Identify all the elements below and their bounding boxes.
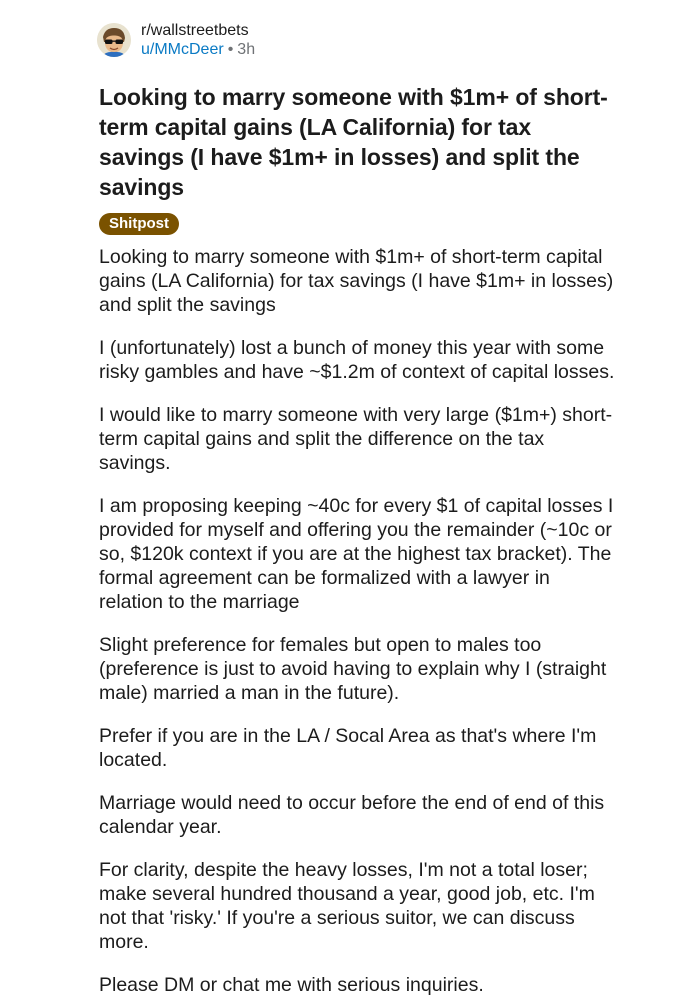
post-meta bbox=[141, 21, 255, 59]
post-age: 3h bbox=[237, 41, 256, 58]
subreddit-link[interactable]: r/wallstreetbets bbox=[141, 21, 249, 39]
body-paragraph: Prefer if you are in the LA / Socal Area as that's where I'm located. bbox=[99, 725, 597, 771]
meta-separator: • bbox=[227, 41, 234, 58]
author-username-link[interactable]: u/MMcDeer bbox=[141, 41, 224, 58]
post-header bbox=[97, 18, 618, 62]
flair-badge[interactable]: Shitpost bbox=[99, 213, 179, 235]
post-title[interactable]: Looking to marry someone with $1m+ of short-term capital gains (LA California) for tax savings (I have $1m+ in losses) and split the savings bbox=[99, 84, 608, 200]
body-paragraph: Looking to marry someone with $1m+ of short-term capital gains (LA California) for tax savings (I have $1m+ in losses) and split the savings bbox=[99, 246, 614, 316]
body-paragraph: For clarity, despite the heavy losses, I'm not a total loser; make several hundred thousand a year, good job, etc. I'm not that 'risky.' If you're a serious suitor, we can discuss more. bbox=[99, 859, 595, 953]
body-paragraph: I would like to marry someone with very large ($1m+) short-term capital gains and split the difference on the tax savings. bbox=[99, 404, 613, 474]
body-paragraph: Marriage would need to occur before the end of end of this calendar year. bbox=[99, 792, 605, 838]
body-paragraph: I (unfortunately) lost a bunch of money this year with some risky gambles and have ~$1.2m of context of capital losses. bbox=[99, 337, 615, 383]
body-paragraph: I am proposing keeping ~40c for every $1 of capital losses I provided for myself and offering you the remainder (~10c or so, $120k context if you are at the highest tax bracket). The formal agreement can be formalized with a lawyer in relation to the marriage bbox=[99, 495, 614, 613]
post-body bbox=[99, 245, 618, 997]
body-paragraph: Please DM or chat me with serious inquiries. bbox=[99, 974, 484, 996]
body-paragraph: Slight preference for females but open to males too (preference is just to avoid having to explain why I (straight male) married a man in the future). bbox=[99, 634, 607, 704]
author-line bbox=[141, 40, 255, 59]
sunglasses-avatar-icon[interactable] bbox=[97, 23, 131, 57]
